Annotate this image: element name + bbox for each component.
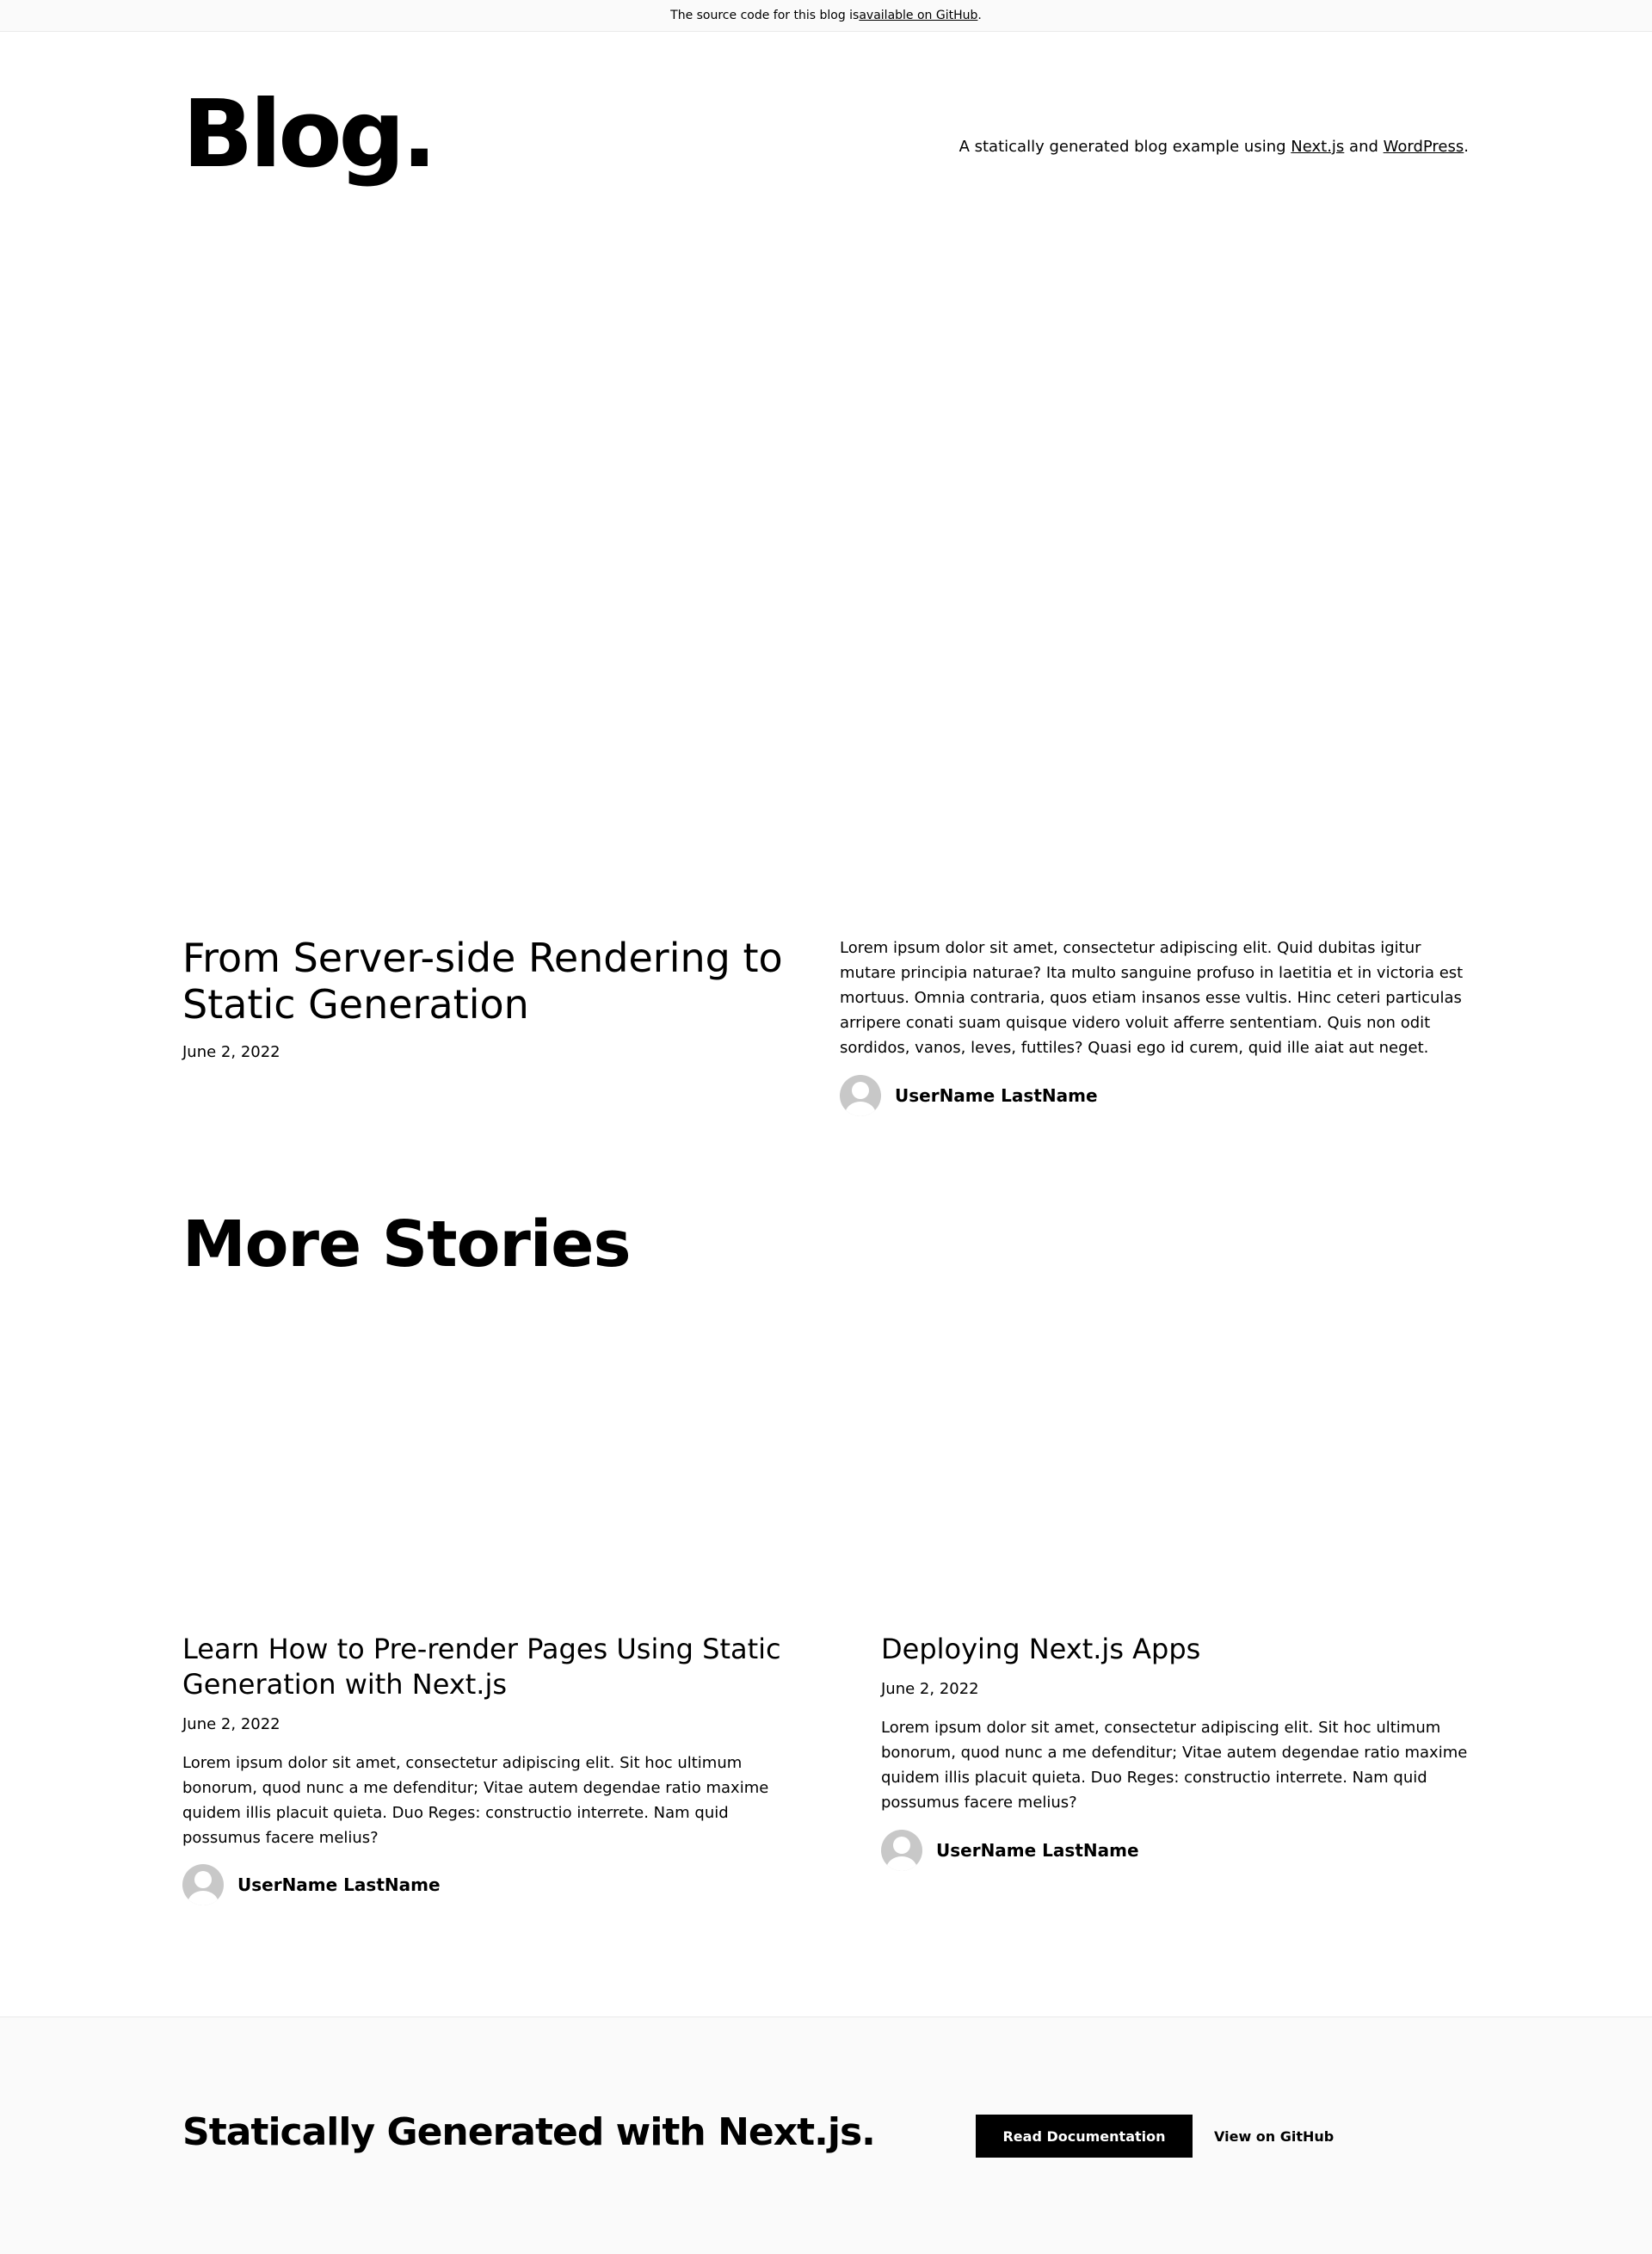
story-date: June 2, 2022 <box>182 1715 280 1733</box>
author-name: UserName LastName <box>936 1840 1139 1861</box>
site-footer <box>0 2016 1652 2254</box>
hero-post-author <box>840 1075 1098 1116</box>
story-author <box>182 1864 441 1905</box>
banner-text-prefix: The source code for this blog is <box>670 9 860 22</box>
site-title[interactable]: Blog. <box>182 81 434 188</box>
story-author <box>881 1830 1139 1871</box>
story-excerpt: Lorem ipsum dolor sit amet, consectetur adipiscing elit. Sit hoc ultimum bonorum, quod nunc a me defenditur; Vitae autem degendae ratio maxime quidem illis placuit quieta. Duo Reges: constructio interrete. Nam quid possumus facere melius? <box>881 1719 1468 1812</box>
intro-text-prefix: A statically generated blog example using <box>959 138 1291 156</box>
story-cover-image[interactable] <box>182 1325 785 1618</box>
more-stories-heading: More Stories <box>182 1207 631 1281</box>
top-banner <box>0 0 1652 32</box>
hero-post-title[interactable]: From Server-side Rendering to Static Generation <box>182 935 783 1028</box>
story-title[interactable]: Deploying Next.js Apps <box>881 1633 1201 1665</box>
story-date: June 2, 2022 <box>881 1680 979 1698</box>
intro-text-mid: and <box>1344 138 1384 156</box>
hero-post-excerpt: Lorem ipsum dolor sit amet, consectetur adipiscing elit. Quid dubitas igitur mutare principia naturae? Ita multo sanguine profuso in laetitia et in victoria est mortuus. Omnia contraria, quos etiam insanos esse vultis. Hinc ceteri particulas arripere conati suam quisque videro voluit afferre sententiam. Quis non odit sordidos, vanos, leves, futtiles? Quasi ego id curem, quid ille aiat aut neget. <box>840 939 1464 1057</box>
user-avatar-icon <box>182 1864 224 1905</box>
story-cover-image[interactable] <box>881 1325 1483 1618</box>
footer-title: Statically Generated with Next.js. <box>182 2110 875 2154</box>
nextjs-link[interactable]: Next.js <box>1291 138 1345 156</box>
story-title[interactable]: Learn How to Pre-render Pages Using Static Generation with Next.js <box>182 1633 781 1701</box>
author-name: UserName LastName <box>895 1085 1098 1106</box>
wordpress-link[interactable]: WordPress <box>1383 138 1464 156</box>
story-excerpt: Lorem ipsum dolor sit amet, consectetur adipiscing elit. Sit hoc ultimum bonorum, quod nunc a me defenditur; Vitae autem degendae ratio maxime quidem illis placuit quieta. Duo Reges: constructio interrete. Nam quid possumus facere melius? <box>182 1754 769 1847</box>
view-on-github-link[interactable]: View on GitHub <box>1214 2127 1335 2145</box>
user-avatar-icon <box>840 1075 881 1116</box>
github-source-link[interactable]: available on GitHub <box>859 9 978 22</box>
read-documentation-button[interactable]: Read Documentation <box>976 2115 1193 2158</box>
hero-post-date: June 2, 2022 <box>182 1043 280 1061</box>
user-avatar-icon <box>881 1830 922 1871</box>
banner-text-suffix: . <box>977 9 982 22</box>
intro-text-suffix: . <box>1464 138 1469 156</box>
site-intro <box>959 138 1469 156</box>
hero-cover-image[interactable] <box>182 237 1469 895</box>
author-name: UserName LastName <box>237 1874 441 1895</box>
